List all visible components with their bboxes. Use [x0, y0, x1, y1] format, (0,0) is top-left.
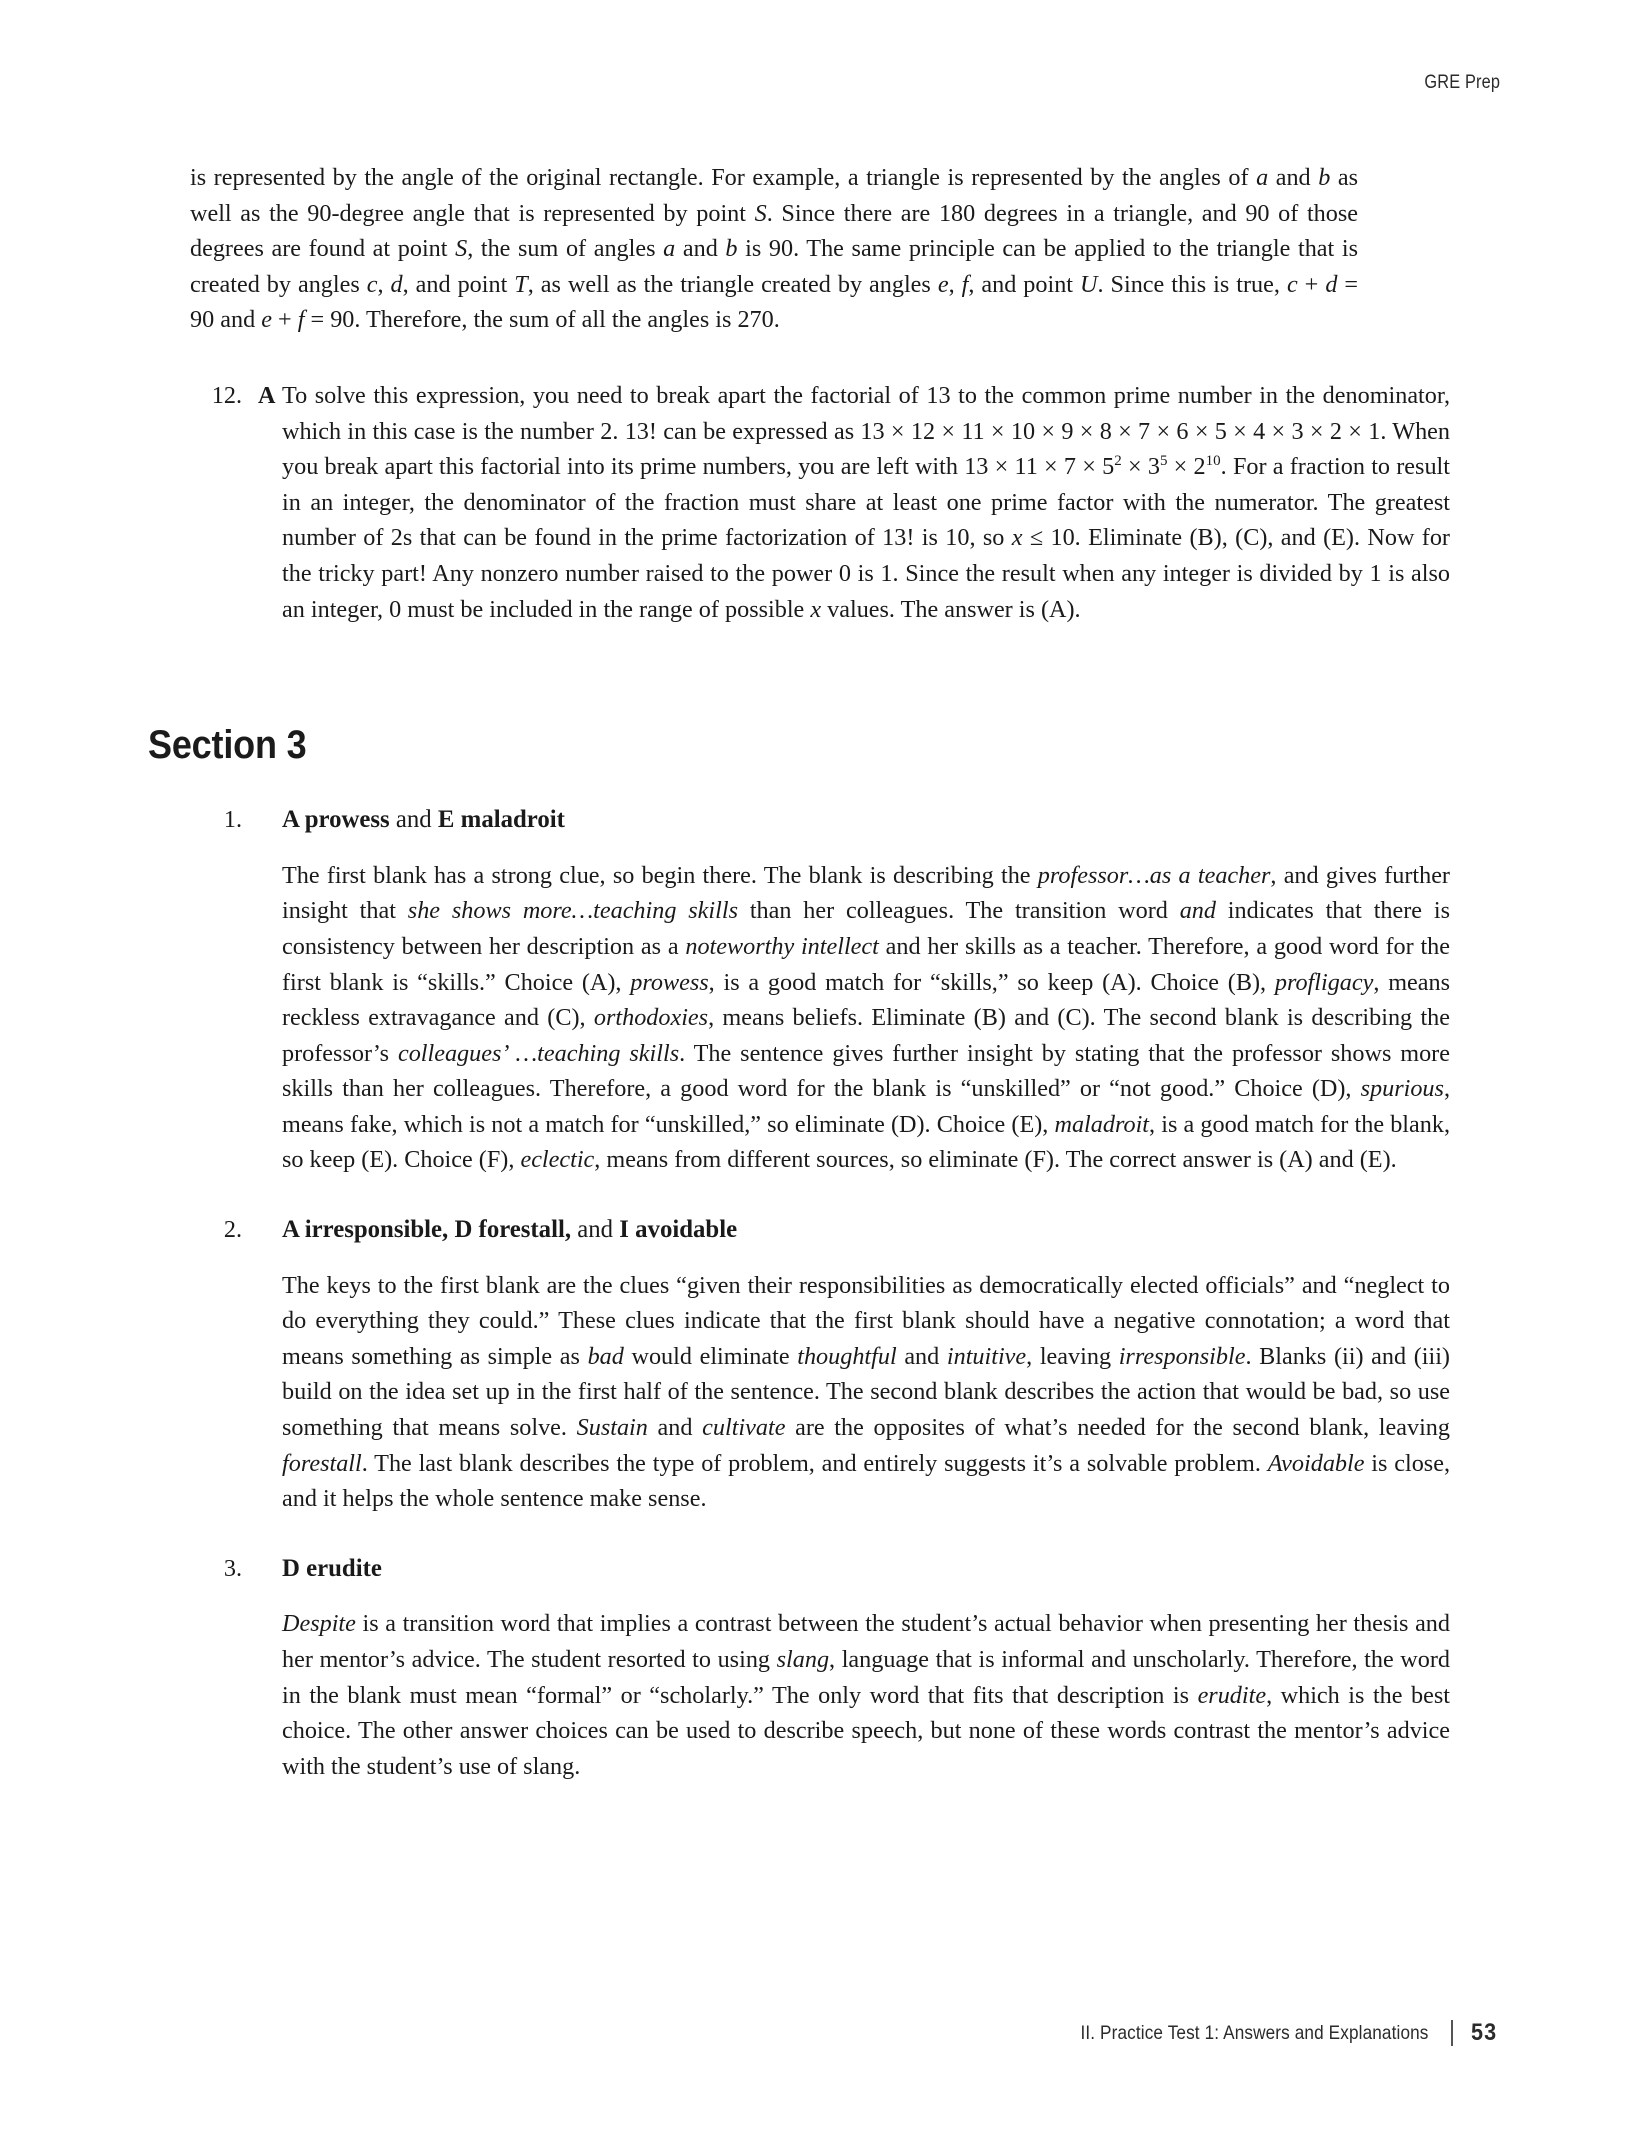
answer-block-12	[190, 378, 1450, 627]
item-number: 1.	[223, 806, 242, 834]
item-explanation: The first blank has a strong clue, so begin there. The blank is describing the professor…as a teacher, and gives further insight that she shows more…teaching skills than her colleagues. The transition word and indicates that there is consistency between her description as a noteworthy intellect and her skills as a teacher. Therefore, a good word for the first blank is “skills.” Choice (A), prowess, is a good match for “skills,” so keep (A). Choice (B), profligacy, means reckless extravagance and (C), orthodoxies, means beliefs. Eliminate (B) and (C). The second blank is describing the professor’s colleagues’ …teaching skills. The sentence gives further insight by stating that the professor shows more skills than her colleagues. Therefore, a good word for the blank is “unskilled” or “not good.” Choice (D), spurious, means fake, which is not a match for “unskilled,” so eliminate (D). Choice (E), maladroit, is a good match for the blank, so keep (E). Choice (F), eclectic, means from different sources, so eliminate (F). The correct answer is (A) and (E).	[282, 861, 1451, 1174]
verbal-item-3	[190, 1551, 1450, 1785]
item-body	[282, 802, 1450, 1178]
item-explanation: Despite is a transition word that implies a contrast between the student’s actual behavior when presenting her thesis and her mentor’s advice. The student resorted to using slang, language that is informal and unscholarly. Therefore, the word in the blank must mean “formal” or “scholarly.” The only word that fits that description is erudite, which is the best choice. The other answer choices can be used to describe speech, but none of these words contrast the mentor’s advice with the student’s use of slang.	[282, 1610, 1450, 1780]
item-answer-line: A irresponsible, D forestall, and I avoidable	[282, 1216, 738, 1244]
item-number: 3.	[223, 1554, 242, 1582]
answer-body	[282, 378, 1450, 627]
page-number: 53	[1470, 2019, 1498, 2046]
answer-explanation: To solve this expression, you need to break apart the factorial of 13 to the common prime number in the denominator, which in this case is the number 2. 13! can be expressed as 13 × 12 × 11 × 10 × 9 × 8 × 7 × 6 × 5 × 4 × 3 × 2 × 1. When you break apart this factorial into its prime numbers, you are left with $13 \times 11 \times 7 \times 5^2 \times 3^5 \times 2^{10}$. For a fraction to result in an integer, the denominator of the fraction must share at least one prime factor with the numerator. The greatest number of 2s that can be found in the prime factorization of 13! is 10, so x ≤ 10. Eliminate (B), (C), and (E). Now for the tricky part! Any nonzero number raised to the power 0 is 1. Since the result when any integer is divided by 1 is also an integer, 0 must be included in the range of possible x values. The answer is (A).	[282, 381, 1450, 623]
item-number: 2.	[223, 1216, 242, 1244]
answer-number: 12.	[211, 381, 242, 409]
verbal-item-2	[190, 1212, 1450, 1517]
footer-title: II. Practice Test 1: Answers and Explanations	[1080, 2021, 1429, 2044]
item-body	[282, 1212, 1450, 1517]
section-heading: Section 3	[148, 723, 307, 768]
page-content	[148, 160, 1451, 1784]
running-head: GRE Prep	[1424, 72, 1500, 93]
footer-divider	[1451, 2020, 1453, 2046]
answer-letter: A	[258, 381, 276, 409]
item-body	[282, 1551, 1450, 1785]
item-answer-line: A prowess and E maladroit	[282, 806, 565, 834]
item-answer-line: D erudite	[282, 1554, 382, 1582]
lead-paragraph: is represented by the angle of the original rectangle. For example, a triangle is represented by the angles of a and b as well as the 90-degree angle that is represented by point S. Since there are 180 degrees in a triangle, and 90 of those degrees are found at point S, the sum of angles a and b is 90. The same principle can be applied to the triangle that is created by angles c, d, and point T, as well as the triangle created by angles e, f, and point U. Since this is true, c + d = 90 and e + f = 90. Therefore, the sum of all the angles is 270.	[190, 164, 1359, 334]
page-footer	[0, 2019, 1640, 2047]
item-explanation: The keys to the first blank are the clues “given their responsibilities as democratically elected officials” and “neglect to do everything they could.” These clues indicate that the first blank should have a negative connotation; a word that means something as simple as bad would eliminate thoughtful and intuitive, leaving irresponsible. Blanks (ii) and (iii) build on the idea set up in the first half of the sentence. The second blank describes the action that would be bad, so use something that means solve. Sustain and cultivate are the opposites of what’s needed for the second blank, leaving forestall. The last blank describes the type of problem, and entirely suggests it’s a solvable problem. Avoidable is close, and it helps the whole sentence make sense.	[282, 1271, 1450, 1513]
verbal-item-1	[190, 802, 1450, 1178]
